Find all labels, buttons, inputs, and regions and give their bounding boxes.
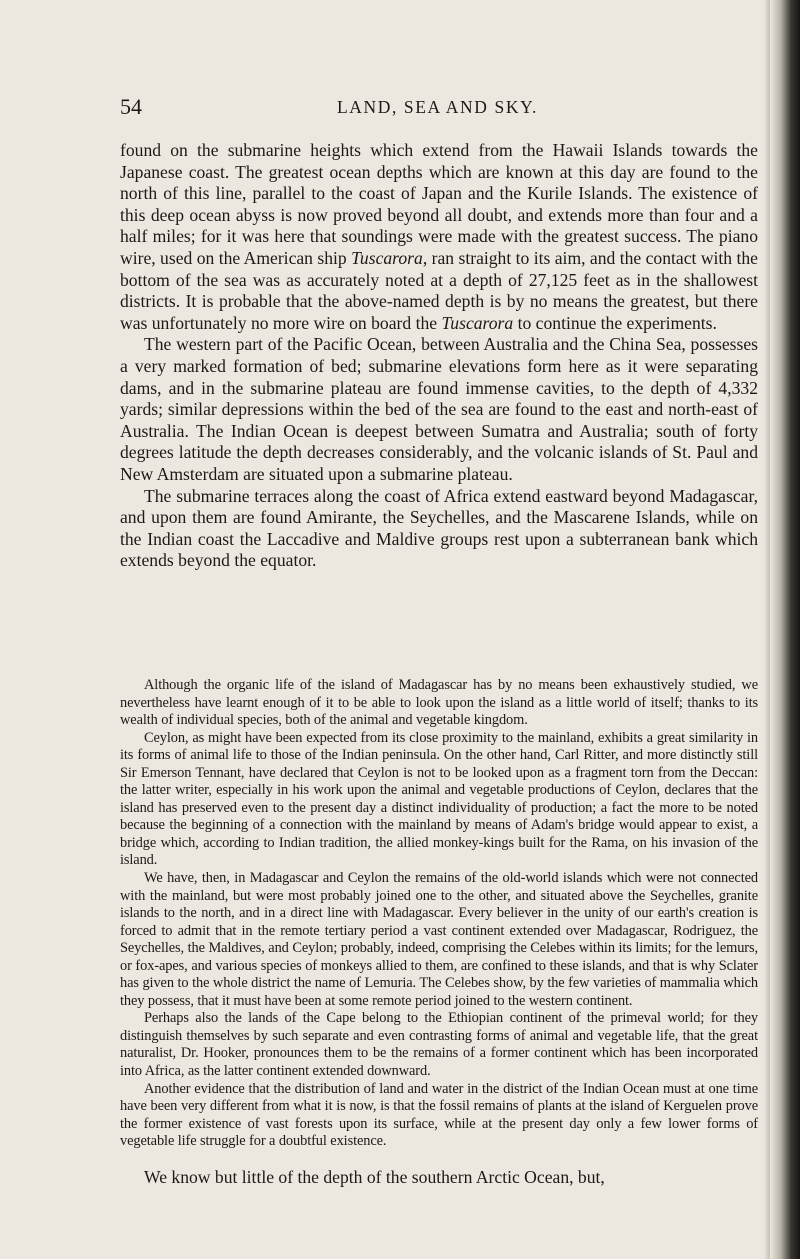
page-number: 54 xyxy=(120,94,142,119)
paragraph-lemuria: We have, then, in Madagascar and Ceylon the remains of the old-world islands which were not connected with the mainland, but were most probably joined one to the other, and situated above the Seychelles, granite islands to the north, and in a direct line with Madagascar. Every believer in the unity of our earth's creation is forced to admit that in the remote tertiary period a vast continent extended over Madagascar, Rodriguez, the Seychelles, the Maldives, and Ceylon; probably, indeed, comprising the Celebes within its limits; for the lemurs, or fox-apes, and various species of monkeys allied to them, are confined to these islands, and that is why Sclater has given to the whole district the name of Lemuria. The Celebes show, by the few varieties of mammalia which they possess, that it must have been at some remote period joined to the western continent. xyxy=(120,870,758,1009)
paragraph-kerguelen: Another evidence that the distribution of land and water in the district of the Indian Ocean must at one time have been very different from what it is now, is that the fossil remains of plants at the island of Kerguelen prove the former existence of vast forests upon its surface, while at the present day only a few lower forms of vegetable life struggle for a doubtful existence. xyxy=(120,1080,758,1150)
main-text xyxy=(120,140,758,572)
running-title: LAND, SEA AND SKY. xyxy=(336,97,539,117)
page-header xyxy=(120,94,755,124)
paragraph-africa: The submarine terraces along the coast of Africa extend eastward beyond Madagascar, and upon them are found Amirante, the Seychelles, and the Mascarene Islands, while on the Indian coast the Laccadive and Maldive groups rest upon a subterranean bank which extends beyond the equator. xyxy=(120,485,758,571)
ship-name-italic: Tuscarora xyxy=(351,247,423,268)
page-edge-shadow xyxy=(770,0,800,1259)
paragraph-madagascar: Although the organic life of the island of Madagascar has by no means been exhaustively studied, we nevertheless have learnt enough of it to be able to look upon the island as a little world of itself; thanks to its wealth of individual species, both of the animal and vegetable kingdom. xyxy=(120,677,758,729)
paragraph-arctic: We know but little of the depth of the southern Arctic Ocean, but, xyxy=(144,1167,605,1187)
page-gutter-shade xyxy=(764,0,770,1259)
closing-text xyxy=(120,1167,758,1189)
paragraph-pacific: The western part of the Pacific Ocean, between Australia and the China Sea, possesses a very marked formation of bed; submarine elevations form here as it were separating dams, and in the submarine plateau are found immense cavities, to the depth of 4,332 yards; similar depressions within the bed of the sea are found to the east and north-east of Australia. The Indian Ocean is deepest between Sumatra and Australia; south of forty degrees latitude the depth decreases considerably, and the volcanic islands of St. Paul and New Amsterdam are situated upon a submarine plateau. xyxy=(120,334,758,484)
paragraph-continued: found on the submarine heights which extend from the Hawaii Islands towards the Japanese coast. The greatest ocean depths which are known at this day are found to the north of this line, parallel to the coast of Japan and the Kurile Islands. The existence of this deep ocean abyss is now proved beyond all doubt, and extends more than four and a half miles; for it was here that soundings were made with the greatest success. The piano wire, used on the American ship Tuscarora, ran straight to its aim, and the contact with the bottom of the sea was as accurately noted at a depth of 27,125 feet as in the shallowest districts. It is probable that the above-named depth is by no means the greatest, but there was unfortunately no more wire on board the Tuscarora to continue the experiments. xyxy=(120,140,758,333)
ship-name-italic: Tuscarora xyxy=(441,312,514,333)
paragraph-cape: Perhaps also the lands of the Cape belong to the Ethiopian continent of the primeval world; for they distinguish themselves by such separate and even contrasting forms of animal and vegetable life, that the great naturalist, Dr. Hooker, pronounces them to be the remains of a former continent which has been incorporated into Africa, as the latter continent extended downward. xyxy=(120,1010,758,1080)
small-print-section xyxy=(120,677,758,1151)
paragraph-ceylon: Ceylon, as might have been expected from its close proximity to the mainland, exhibits a great similarity in its forms of animal life to those of the Indian peninsula. On the other hand, Carl Ritter, and more distinctly still Sir Emerson Tennant, have declared that Ceylon is not to be looked upon as a fragment torn from the Deccan: the latter writer, especially in his work upon the animal and vegetable productions of Ceylon, declares that the island has preserved even to the present day a distinct individuality of production; a fact the more to be noted because the beginning of a connection with the mainland by means of Adam's bridge would appear to exist, a bridge which, according to Indian tradition, the allied monkey-kings built for the Rama, on his invasion of the island. xyxy=(120,729,758,869)
